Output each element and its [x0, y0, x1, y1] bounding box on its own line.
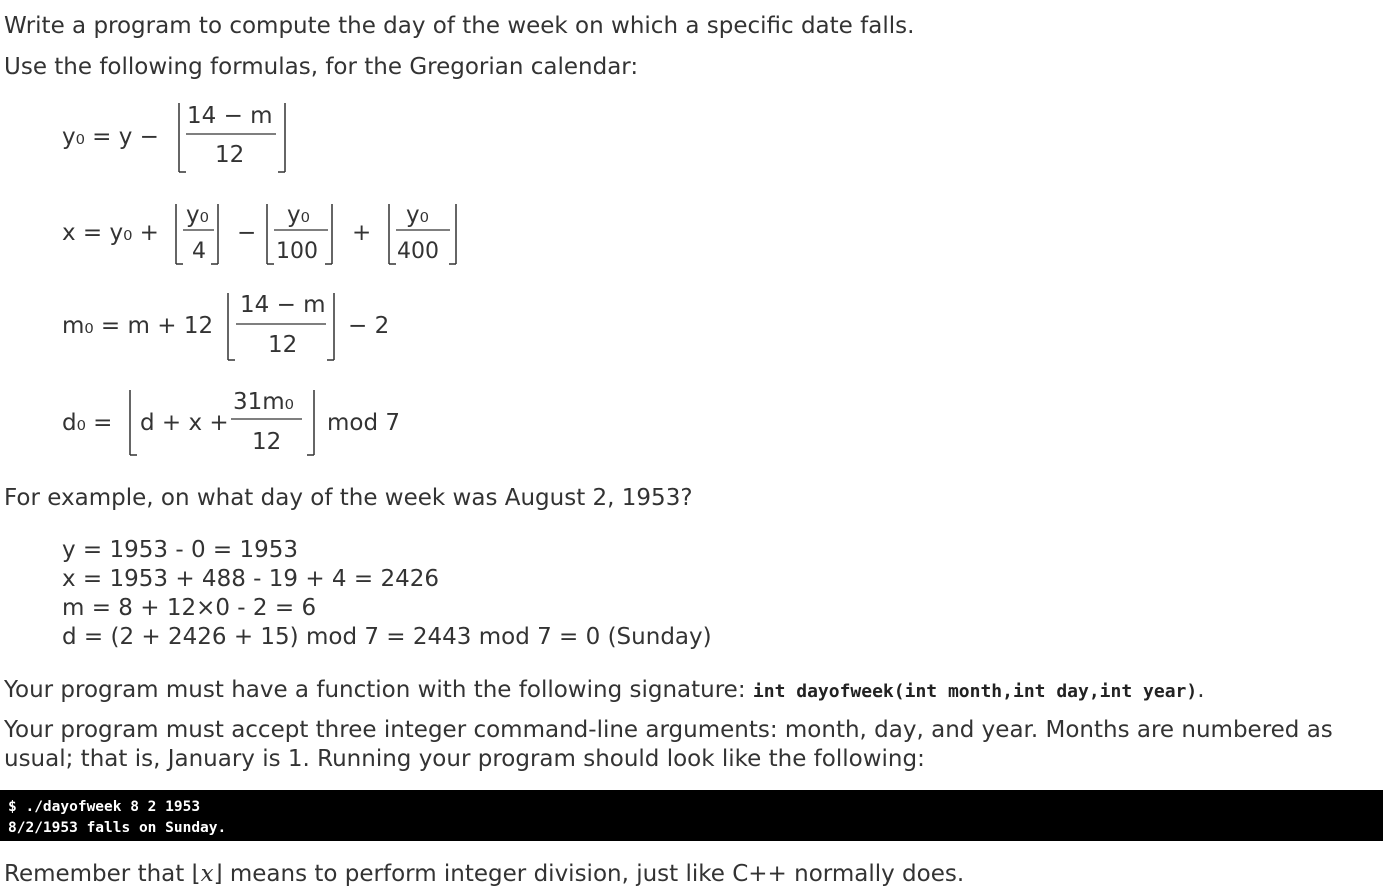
example-line-d: d = (2 + 2426 + 15) mod 7 = 2443 mod 7 = 0 (Sunday) [62, 624, 712, 650]
closing-paragraph [4, 860, 964, 889]
formula-y0-lhs: y₀ = y − [62, 124, 159, 150]
formula-d0 [62, 385, 442, 460]
fraction-1-denominator: 4 [192, 239, 206, 264]
floor-left-bracket [267, 204, 274, 264]
example-line-y: y = 1953 - 0 = 1953 [62, 537, 299, 563]
fraction-2-numerator: y₀ [287, 202, 310, 228]
fraction-2-denominator: 100 [276, 239, 318, 264]
formula-y0 [62, 98, 362, 178]
floor-right-bracket [278, 103, 285, 172]
plus-sign: + [352, 220, 372, 246]
floor-left-bracket [179, 103, 186, 172]
args-line-1: Your program must accept three integer command-line arguments: month, day, and year. Months are numbered as [4, 717, 1333, 743]
example-calculation [62, 536, 712, 652]
floor-right-bracket [211, 204, 218, 264]
formula-m0-numerator: 14 − m [240, 292, 326, 318]
args-line-2: usual; that is, January is 1. Running your program should look like the following: [4, 746, 925, 772]
signature-suffix: . [1197, 677, 1205, 703]
terminal-command: $ ./dayofweek 8 2 1953 [8, 799, 201, 815]
closing-suffix: means to perform integer division, just like C++ normally does. [222, 861, 965, 887]
fraction-3-numerator: y₀ [406, 202, 429, 228]
formula-d0-inner: d + x + [140, 410, 229, 436]
floor-right-bracket [307, 390, 314, 455]
floor-right-bracket [327, 293, 334, 360]
floor-left-bracket [389, 204, 396, 264]
formula-d0-numerator: 31m₀ [233, 389, 294, 415]
terminal-result: 8/2/1953 falls on Sunday. [8, 820, 227, 836]
signature-prefix: Your program must have a function with the following signature: [4, 677, 753, 703]
terminal-output [0, 790, 1383, 841]
floor-right-bracket [449, 204, 456, 264]
formula-d0-lhs: d₀ = [62, 410, 113, 436]
formula-x [62, 200, 482, 270]
floor-left-symbol: ⌊ [191, 861, 201, 887]
formula-y0-denominator: 12 [215, 142, 245, 168]
floor-left-bracket [130, 390, 137, 455]
formula-m0 [62, 288, 422, 363]
example-question: For example, on what day of the week was August 2, 1953? [4, 485, 693, 511]
floor-left-bracket [176, 204, 183, 264]
formula-y0-numerator: 14 − m [187, 103, 273, 129]
floor-right-bracket [325, 204, 332, 264]
formula-m0-lhs: m₀ = m + 12 [62, 313, 214, 339]
function-signature: int dayofweek(int month,int day,int year) [752, 681, 1198, 702]
example-line-x: x = 1953 + 488 - 19 + 4 = 2426 [62, 566, 439, 592]
minus-sign: − [237, 220, 257, 246]
floor-right-symbol: ⌋ [213, 861, 223, 887]
formula-d0-denominator: 12 [252, 429, 282, 455]
example-line-m: m = 8 + 12×0 - 2 = 6 [62, 595, 317, 621]
formula-m0-tail: − 2 [348, 313, 390, 339]
intro-line-1: Write a program to compute the day of the week on which a specific date falls. [4, 13, 915, 39]
signature-paragraph [4, 676, 1205, 706]
intro-line-2: Use the following formulas, for the Gregorian calendar: [4, 54, 639, 80]
formula-x-lhs: x = y₀ + [62, 220, 159, 246]
floor-variable: x [200, 861, 214, 887]
fraction-1-numerator: y₀ [186, 202, 209, 228]
formula-d0-tail: mod 7 [327, 410, 401, 436]
formula-m0-denominator: 12 [268, 332, 298, 358]
floor-left-bracket [228, 293, 235, 360]
closing-prefix: Remember that [4, 861, 192, 887]
fraction-3-denominator: 400 [397, 239, 439, 264]
